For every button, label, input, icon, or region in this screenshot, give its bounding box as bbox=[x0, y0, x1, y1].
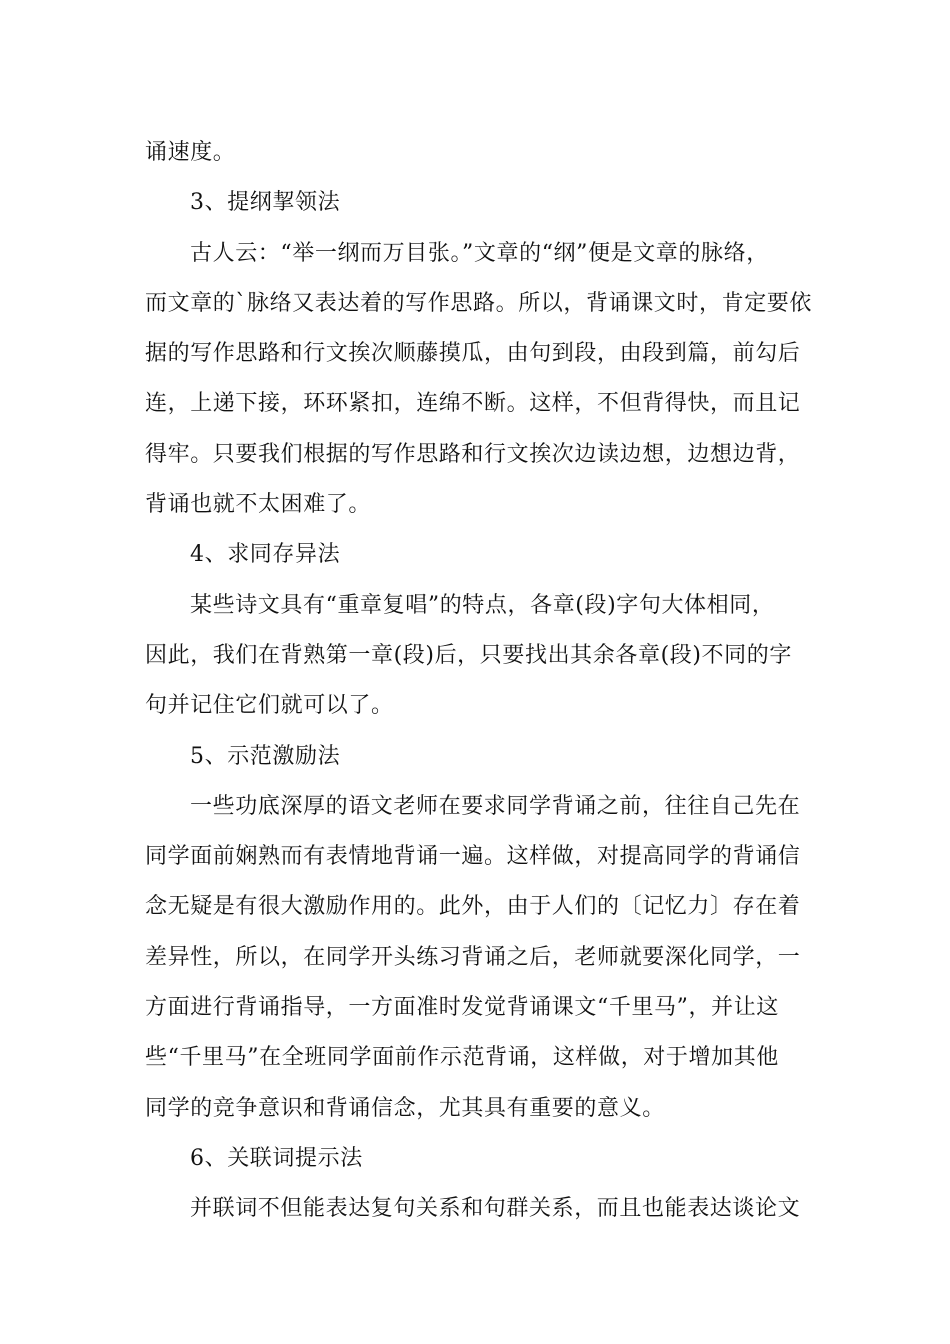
text-line: 差异性，所以，在同学开头练习背诵之后，老师就要深化同学，一 bbox=[145, 944, 801, 970]
text-line: 同学面前娴熟而有表情地背诵一遍。这样做，对提高同学的背诵信 bbox=[145, 844, 801, 870]
section-heading-3: 3、提纲挈领法 bbox=[190, 190, 341, 216]
text-line: 方面进行背诵指导，一方面准时发觉背诵课文“千里马”，并让这 bbox=[145, 995, 779, 1021]
text-line: 得牢。只要我们根据的写作思路和行文挨次边读边想，边想边背， bbox=[145, 441, 801, 467]
text-line: 同学的竞争意识和背诵信念，尤其具有重要的意义。 bbox=[145, 1095, 665, 1121]
section-heading-6: 6、关联词提示法 bbox=[190, 1145, 363, 1171]
text-line: 一些功底深厚的语文老师在要求同学背诵之前，往往自己先在 bbox=[190, 793, 801, 819]
text-line: 些“千里马”在全班同学面前作示范背诵，这样做，对于增加其他 bbox=[145, 1045, 779, 1071]
text-line: 连，上递下接，环环紧扣，连绵不断。这样，不但背得快，而且记 bbox=[145, 391, 801, 417]
text-line: 古人云：“举一纲而万目张。”文章的“纲”便是文章的脉络， bbox=[190, 240, 769, 266]
text-line: 句并记住它们就可以了。 bbox=[145, 693, 394, 719]
text-line: 据的写作思路和行文挨次顺藤摸瓜，由句到段，由段到篇，前勾后 bbox=[145, 341, 801, 367]
text-line: 并联词不但能表达复句关系和句群关系，而且也能表达谈论文 bbox=[190, 1196, 801, 1222]
section-heading-5: 5、示范激励法 bbox=[190, 743, 341, 769]
text-line: 某些诗文具有“重章复唱”的特点，各章(段)字句大体相同， bbox=[190, 592, 775, 618]
section-heading-4: 4、求同存异法 bbox=[190, 542, 341, 568]
text-line: 念无疑是有很大激励作用的。此外，由于人们的〔记忆力〕存在着 bbox=[145, 894, 801, 920]
text-line: 背诵也就不太困难了。 bbox=[145, 492, 372, 518]
text-line: 而文章的`脉络又表达着的写作思路。所以，背诵课文时，肯定要依 bbox=[145, 290, 813, 316]
document-body bbox=[145, 128, 825, 1235]
text-line: 因此，我们在背熟第一章(段)后，只要找出其余各章(段)不同的字 bbox=[145, 642, 792, 668]
text-line: 诵速度。 bbox=[145, 140, 236, 165]
